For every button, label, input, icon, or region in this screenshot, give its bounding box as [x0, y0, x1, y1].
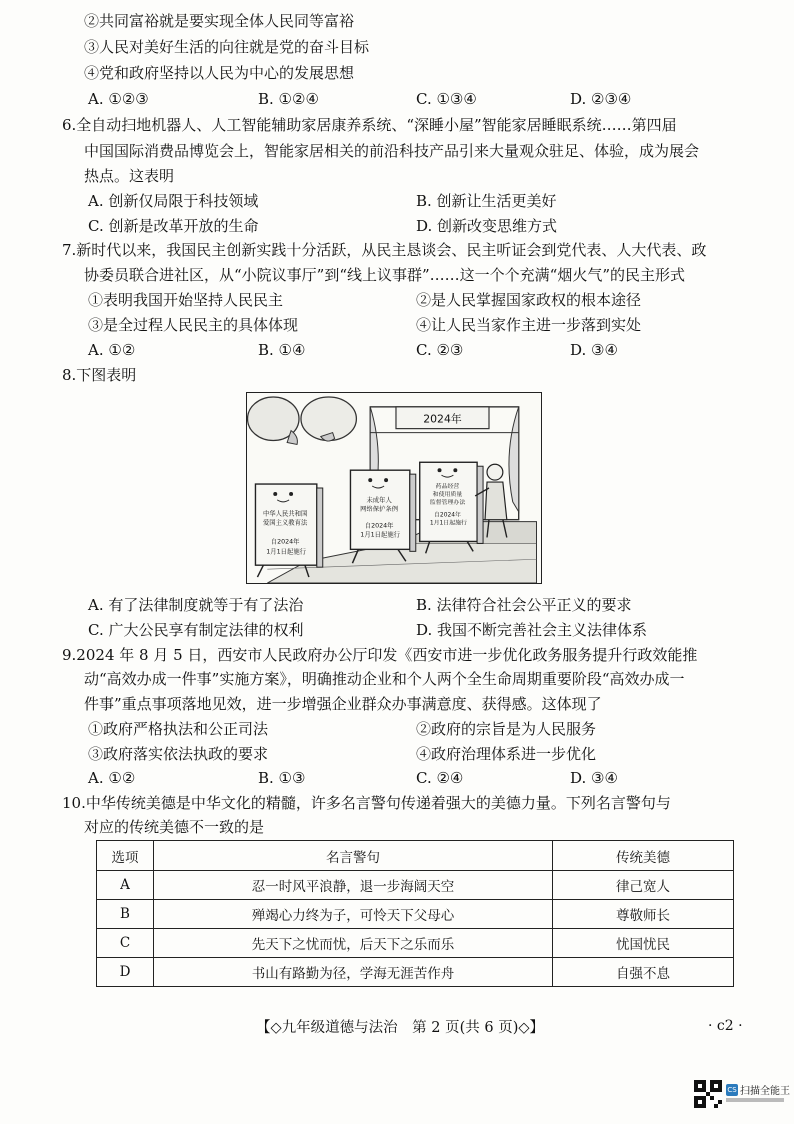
q7-item-2: ②是人民掌握国家政权的根本途径	[416, 291, 642, 309]
q9-item-4: ④政府治理体系进一步优化	[416, 745, 597, 763]
q10-stem-line-1: 10.中华传统美德是中华文化的精髓，许多名言警句传递着强大的美德力量。下列名言警句与	[62, 794, 671, 812]
book1-line-2: 爱国主义教育法	[262, 519, 308, 527]
book2-line-3: 自2024年	[364, 522, 394, 530]
q6-stem-line-2: 中国国际消费品博览会上，智能家居相关的前沿科技产品引来大量观众驻足、体验，成为展会	[84, 142, 700, 160]
book1-line-1: 中华人民共和国	[262, 510, 308, 518]
row-option: A	[97, 871, 154, 900]
row-virtue: 忧国忧民	[553, 929, 734, 958]
law-cartoon	[246, 392, 542, 584]
row-quote: 殚竭心力终为子，可怜天下父母心	[154, 900, 553, 929]
header-quote: 名言警句	[154, 841, 553, 871]
q9-stem-line-2: 动“高效办成一件事”实施方案》，明确推动企业和个人两个全生命周期重要阶段“高效办成一	[84, 670, 685, 688]
q7-option-a: A. ①②	[88, 341, 136, 359]
q7-stem-line-2: 协委员联合进社区，从“小院议事厅”到“线上议事群”……这一个个充满“烟火气”的民主形式	[84, 266, 686, 284]
q7-option-b: B. ①④	[258, 341, 306, 359]
row-virtue: 律己宽人	[553, 871, 734, 900]
q5-item-2: ②共同富裕就是要实现全体人民同等富裕	[84, 12, 355, 30]
book1-line-3: 自2024年	[270, 538, 300, 546]
q6-option-a: A. 创新仅局限于科技领域	[88, 192, 259, 210]
header-option: 选项	[97, 841, 154, 871]
q8-option-b: B. 法律符合社会公平正义的要求	[416, 596, 632, 614]
camscanner-logo-icon: CS	[727, 1086, 737, 1094]
q9-option-b: B. ①③	[258, 769, 306, 787]
book3-line-3: 监督管理办法	[429, 498, 466, 506]
table-row	[97, 871, 734, 900]
q5-option-c: C. ①③④	[416, 90, 477, 108]
q5-option-b: B. ①②④	[258, 90, 319, 108]
q9-stem-line-3: 件事”重点事项落地见效，进一步增强企业群众办事满意度、获得感。这体现了	[84, 695, 602, 713]
book2-line-1: 未成年人	[366, 496, 392, 504]
q9-item-3: ③政府落实依法执政的要求	[88, 745, 269, 763]
row-virtue: 自强不息	[553, 958, 734, 987]
table-row	[97, 958, 734, 987]
book3-line-4: 自2024年	[434, 511, 461, 519]
q6-stem-line-3: 热点。这表明	[84, 167, 175, 185]
q6-option-b: B. 创新让生活更美好	[416, 192, 557, 210]
q5-option-d: D. ②③④	[570, 90, 632, 108]
q7-item-3: ③是全过程人民民主的具体体现	[88, 316, 299, 334]
virtues-table	[96, 840, 734, 987]
row-option: C	[97, 929, 154, 958]
q9-stem-line-1: 9.2024 年 8 月 5 日，西安市人民政府办公厅印发《西安市进一步优化政务服务提升行政效能推	[62, 646, 698, 664]
q9-option-a: A. ①②	[88, 769, 136, 787]
law-book-3	[420, 462, 483, 553]
q9-item-2: ②政府的宗旨是为人民服务	[416, 720, 597, 738]
q7-item-4: ④让人民当家作主进一步落到实处	[416, 316, 642, 334]
page-code: · c2 ·	[708, 1018, 743, 1034]
table-row	[97, 900, 734, 929]
q8-option-d: D. 我国不断完善社会主义法律体系	[416, 621, 648, 639]
q5-item-4: ④党和政府坚持以人民为中心的发展思想	[84, 64, 355, 82]
q7-item-1: ①表明我国开始坚持人民民主	[88, 291, 284, 309]
q6-option-c: C. 创新是改革开放的生命	[88, 217, 259, 235]
row-virtue: 尊敬师长	[553, 900, 734, 929]
book2-line-2: 网络保护条例	[360, 505, 399, 513]
book2-line-4: 1月1日起施行	[360, 531, 400, 539]
year-banner-text: 2024年	[423, 412, 462, 426]
book3-line-5: 1月1日起施行	[429, 519, 468, 527]
row-option: B	[97, 900, 154, 929]
qr-code-icon	[694, 1080, 722, 1108]
row-quote: 书山有路勤为径，学海无涯苦作舟	[154, 958, 553, 987]
scanner-watermark	[694, 1080, 790, 1110]
law-book-1	[255, 484, 322, 577]
header-virtue: 传统美德	[553, 841, 734, 871]
table-header-row	[97, 841, 734, 871]
q6-stem-line-1: 6.全自动扫地机器人、人工智能辅助家居康养系统、“深睡小屋”智能家居睡眠系统……第四届	[62, 116, 677, 134]
table-row	[97, 929, 734, 958]
q9-item-1: ①政府严格执法和公正司法	[88, 720, 269, 738]
q9-option-d: D. ③④	[570, 769, 618, 787]
q8-option-a: A. 有了法律制度就等于有了法治	[88, 596, 304, 614]
q8-option-c: C. 广大公民享有制定法律的权利	[88, 621, 304, 639]
balloon-center	[301, 397, 356, 441]
row-option: D	[97, 958, 154, 987]
book3-line-1: 药品经营	[435, 483, 460, 490]
q5-option-a: A. ①②③	[88, 90, 149, 108]
law-book-2	[350, 470, 415, 563]
book1-line-4: 1月1日起施行	[266, 548, 306, 556]
q8-stem: 8.下图表明	[62, 366, 137, 384]
page-footer: 【◇九年级道德与法治 第 2 页(共 6 页)◇】	[256, 1020, 545, 1036]
balloon-left	[248, 397, 299, 445]
q7-option-c: C. ②③	[416, 341, 464, 359]
row-quote: 忍一时风平浪静，退一步海阔天空	[154, 871, 553, 900]
q6-option-d: D. 创新改变思维方式	[416, 217, 558, 235]
book3-line-2: 和使用质量	[432, 490, 463, 498]
scanner-subtext-bar	[726, 1098, 784, 1102]
q7-option-d: D. ③④	[570, 341, 618, 359]
q10-stem-line-2: 对应的传统美德不一致的是	[84, 818, 265, 836]
q5-item-3: ③人民对美好生活的向往就是党的奋斗目标	[84, 38, 370, 56]
scanner-name: 扫描全能王	[740, 1086, 790, 1097]
q9-option-c: C. ②④	[416, 769, 464, 787]
row-quote: 先天下之忧而忧，后天下之乐而乐	[154, 929, 553, 958]
q7-stem-line-1: 7.新时代以来，我国民主创新实践十分活跃，从民主恳谈会、民主听证会到党代表、人大代表、政	[62, 241, 707, 259]
